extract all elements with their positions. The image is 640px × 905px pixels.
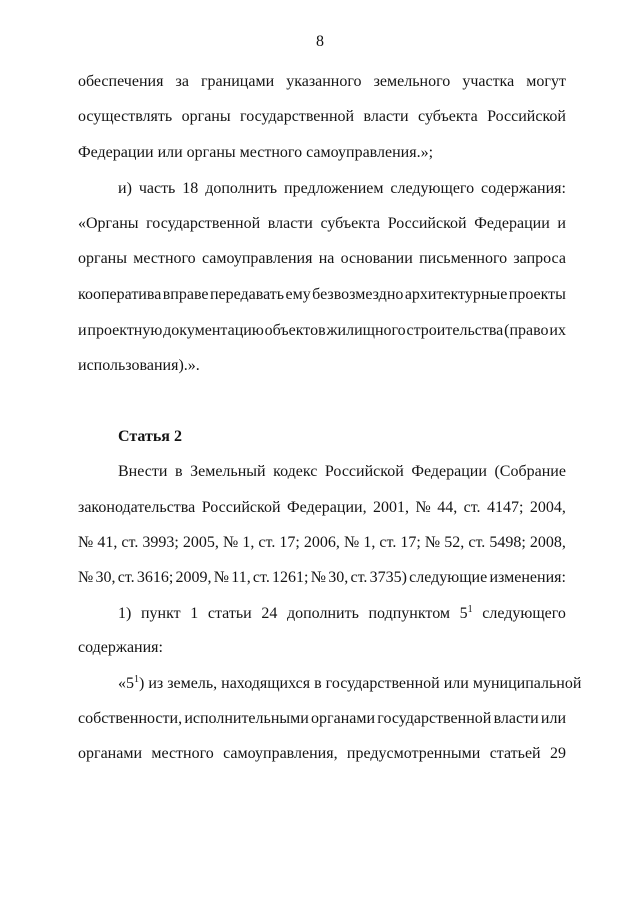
text-line-1 (78, 72, 566, 92)
word: 29 (549, 745, 566, 762)
word: 2008, (529, 534, 566, 551)
word: исполнительными (184, 710, 309, 727)
superscript: 1 (467, 604, 473, 615)
word: ст. (463, 499, 481, 516)
word: и) (118, 180, 132, 197)
word: проекты (508, 286, 566, 303)
word: 41, (97, 534, 118, 551)
word: письменного (419, 250, 508, 267)
word: № (213, 569, 230, 586)
l14-word: пункт (140, 605, 181, 622)
word: ст. (117, 569, 135, 586)
l14-word: следующего (482, 605, 566, 622)
word: власти (363, 108, 409, 125)
word: «Органы (78, 215, 139, 232)
word: 1, (242, 534, 255, 551)
word: 2005, (182, 534, 219, 551)
text-line-6 (78, 249, 566, 269)
l14-word: статьи (207, 605, 252, 622)
word: 2004, (529, 499, 566, 516)
text-line-18 (78, 744, 566, 764)
page-number: 8 (316, 33, 324, 50)
l14-word: дополнить (286, 605, 359, 622)
word: № (78, 569, 94, 586)
word: следующего (390, 180, 475, 197)
word: проектную (87, 322, 163, 339)
word: границами (200, 73, 275, 90)
word: 2001, (373, 499, 410, 516)
word: земельного (373, 73, 451, 90)
l14-word: 1) (118, 605, 132, 622)
word: местного (151, 745, 214, 762)
word: их (549, 322, 566, 339)
word: 2006, (303, 534, 340, 551)
text-line-17 (78, 709, 566, 729)
l14-word: 24 (261, 605, 278, 622)
word: могут (526, 73, 566, 90)
text-line-7 (78, 285, 566, 305)
word: обеспечения (78, 73, 164, 90)
word: за (175, 73, 189, 90)
word: основании (340, 250, 413, 267)
word: органы (181, 108, 231, 125)
word: безвозмездно (312, 286, 404, 303)
word: ст. (252, 569, 270, 586)
word: ст. (379, 534, 397, 551)
word: 2009, (175, 569, 212, 586)
word: часть (138, 180, 176, 197)
subclause-text: ) из земель, находящихся в государственной или муниципальной (139, 675, 582, 692)
text-line-11 (78, 498, 566, 518)
word: собственности, (78, 710, 183, 727)
word: власти (493, 710, 539, 727)
word: 17; (279, 534, 300, 551)
word: Федерации, (287, 499, 367, 516)
word: или (540, 710, 566, 727)
word: ему (285, 286, 311, 303)
word: 3993; (142, 534, 179, 551)
word: № (344, 534, 360, 551)
word: 17; (400, 534, 421, 551)
word: № (424, 534, 441, 551)
word: самоуправления, (223, 745, 338, 762)
word: 5498; (489, 534, 526, 551)
word: вправе (162, 286, 209, 303)
text-line-15: содержания: (78, 639, 163, 656)
word: 1261; (272, 569, 309, 586)
text-line-2 (78, 107, 566, 127)
word: 52, (444, 534, 465, 551)
word: (право (504, 322, 549, 339)
word: передавать (209, 286, 285, 303)
word: 3735) (369, 569, 407, 586)
text-line-16 (118, 674, 582, 694)
article-heading: Статья 2 (118, 428, 182, 445)
word: 44, (437, 499, 458, 516)
word: власти (267, 215, 313, 232)
word: на (318, 250, 335, 267)
word: органами (311, 710, 376, 727)
subclause-number: $5^1$ (459, 604, 473, 622)
word: дополнить (205, 180, 278, 197)
text-line-10 (118, 462, 566, 482)
word: 1, (363, 534, 376, 551)
word: в (174, 463, 183, 480)
word: Российской (324, 463, 404, 480)
text-line-13 (78, 568, 566, 588)
word: содержания: (481, 180, 566, 197)
word: объектов (264, 322, 326, 339)
word: архитектурные (404, 286, 508, 303)
superscript: 1 (134, 674, 139, 685)
word: № (223, 534, 239, 551)
word: следующие (409, 569, 488, 586)
subclause-open: «5 (118, 675, 134, 692)
text-line-4 (118, 179, 566, 199)
text-line-5 (78, 214, 566, 234)
word: документацию (163, 322, 264, 339)
word: кооператива (78, 286, 162, 303)
word: 30, (95, 569, 116, 586)
word: ст. (468, 534, 486, 551)
word: субъекта (418, 108, 478, 125)
word: (Собрание (494, 463, 566, 480)
word: строительства (406, 322, 504, 339)
word: ст. (258, 534, 276, 551)
word: 18 (182, 180, 199, 197)
word: Федерации (474, 215, 550, 232)
word: № (78, 534, 94, 551)
word: и (78, 322, 87, 339)
word: Земельный (190, 463, 266, 480)
text-line-3: Федерации или органы местного самоуправления.»; (78, 144, 434, 161)
word: жилищного (326, 322, 406, 339)
word: 30, (328, 569, 349, 586)
l14-word: подпунктом (368, 605, 451, 622)
text-line-9: использования).». (78, 357, 200, 374)
l14-word: 1 (190, 605, 199, 622)
text-line-12 (78, 533, 566, 553)
word: указанного (286, 73, 362, 90)
word: Внести (118, 463, 168, 480)
word: № (310, 569, 326, 586)
word: государственной (146, 215, 261, 232)
word: ст. (350, 569, 368, 586)
word: Федерации (411, 463, 487, 480)
word: самоуправления (201, 250, 313, 267)
word: № (415, 499, 431, 516)
word: участка (462, 73, 515, 90)
word: органы (78, 250, 127, 267)
word: государственной (377, 710, 492, 727)
text-line-14 (118, 604, 566, 624)
word: Российской (201, 499, 281, 516)
word: ст. (121, 534, 139, 551)
word: органами (78, 745, 143, 762)
word: субъекта (320, 215, 381, 232)
word: кодекс (273, 463, 318, 480)
word: запроса (513, 250, 566, 267)
word: местного (133, 250, 196, 267)
word: статьей (489, 745, 541, 762)
text-line-8 (78, 321, 566, 341)
word: законодательства (78, 499, 196, 516)
word: государственной (240, 108, 355, 125)
word: предложением (284, 180, 384, 197)
word: 3616; (136, 569, 174, 586)
word: изменения: (489, 569, 566, 586)
word: 4147; (486, 499, 524, 516)
word: осуществлять (78, 108, 173, 125)
word: Российской (487, 108, 566, 125)
word: и (557, 215, 566, 232)
word: Российской (387, 215, 467, 232)
word: предусмотренными (346, 745, 481, 762)
word: 11, (231, 569, 251, 586)
